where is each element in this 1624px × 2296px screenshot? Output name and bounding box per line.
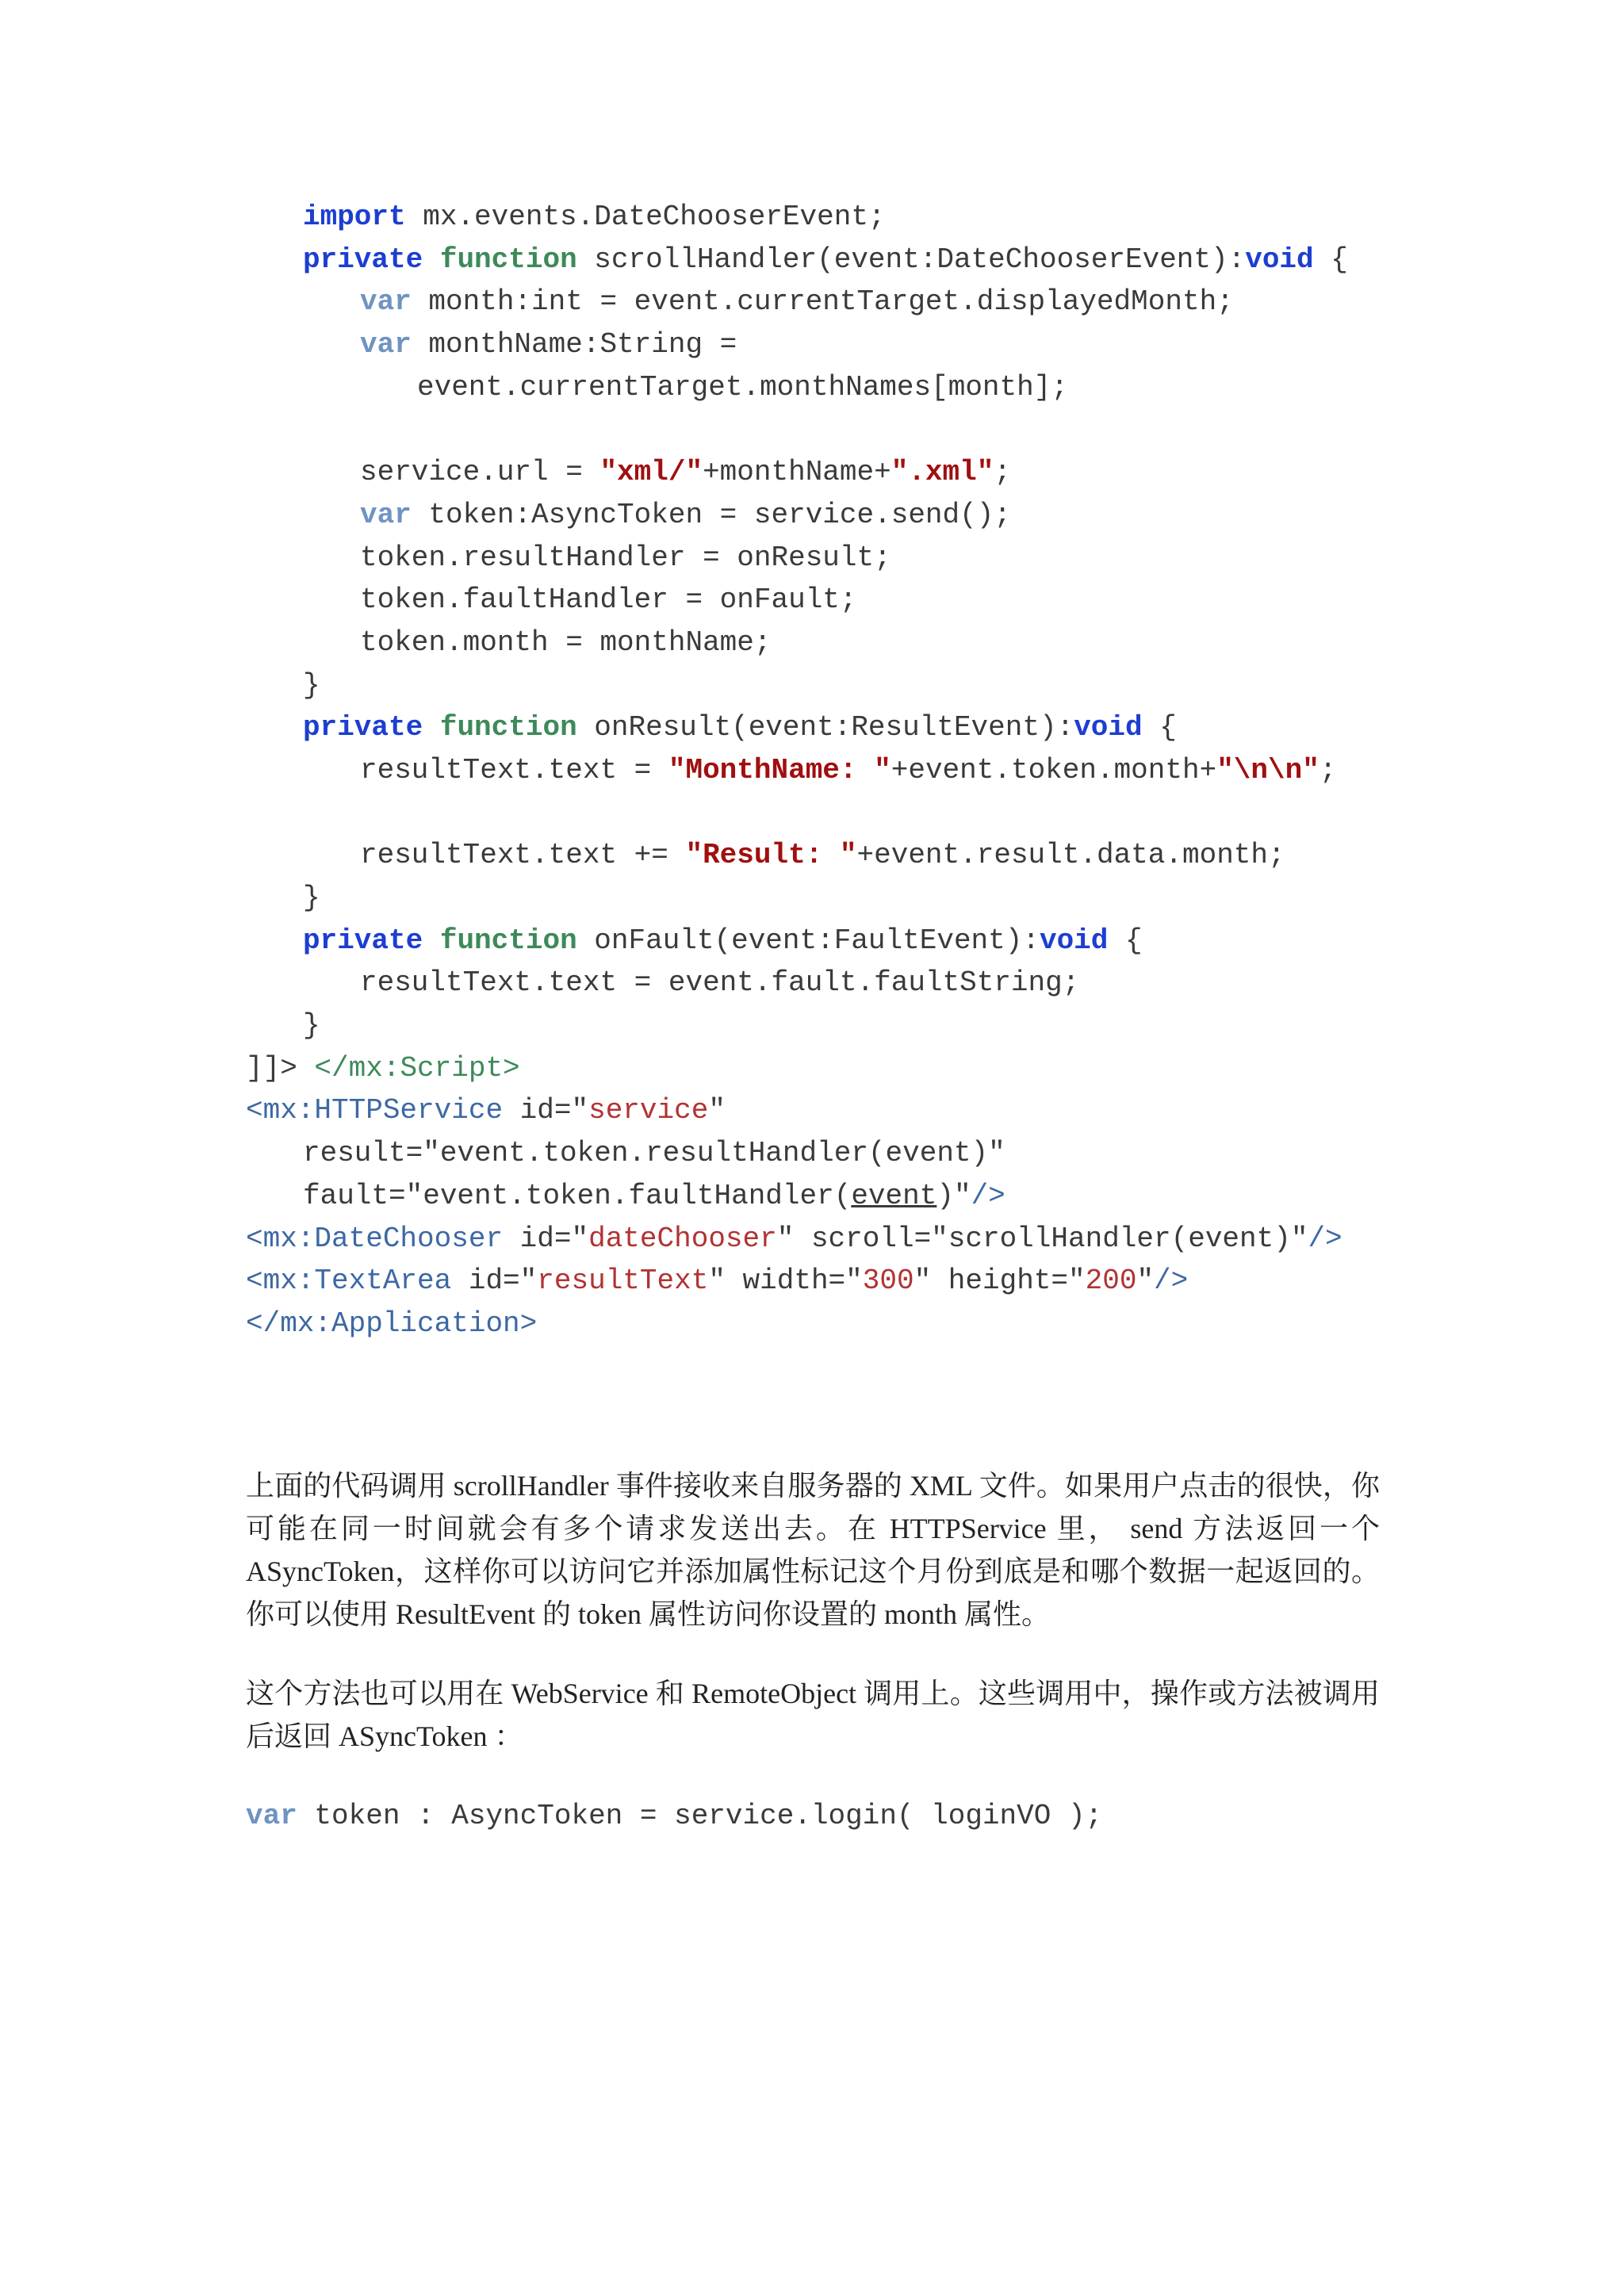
keyword: import — [303, 201, 406, 233]
code-text: " scroll="scrollHandler(event)" — [776, 1222, 1308, 1255]
attribute-value: dateChooser — [588, 1222, 777, 1255]
code-line — [246, 1260, 1348, 1303]
blank-line — [246, 408, 1348, 451]
code-line — [246, 1175, 1348, 1218]
code-line — [246, 706, 1348, 749]
keyword: void — [1039, 924, 1109, 957]
code-line — [246, 664, 1348, 707]
code-text: month:int = event.currentTarget.displayedMonth; — [411, 285, 1234, 319]
code-line — [246, 323, 1348, 366]
keyword: void — [1245, 243, 1314, 276]
code-text: token.month = monthName; — [360, 626, 772, 659]
code-line — [246, 1132, 1348, 1175]
code-text: ]]> — [246, 1051, 315, 1085]
code-line — [246, 834, 1348, 877]
code-text: } — [303, 668, 320, 702]
code-line — [246, 1004, 1348, 1047]
keyword: function — [439, 243, 577, 276]
attribute-value: resultText — [537, 1265, 709, 1298]
xml-tag: <mx:TextArea — [246, 1265, 452, 1298]
keyword: var — [360, 285, 412, 319]
underlined-text: event — [851, 1179, 937, 1212]
code-text: onFault(event:FaultEvent): — [576, 924, 1040, 957]
keyword: var — [246, 1800, 297, 1832]
code-line — [246, 494, 1348, 537]
code-text: service.url = — [360, 456, 600, 489]
code-snippet — [246, 1795, 1102, 1838]
code-text: mx.events.DateChooserEvent; — [405, 201, 886, 233]
keyword: var — [360, 328, 412, 362]
code-text: token:AsyncToken = service.send(); — [411, 498, 1011, 531]
keyword: var — [360, 498, 412, 531]
code-text: token : AsyncToken = service.login( loginVO ); — [297, 1800, 1103, 1832]
code-text: )" — [936, 1179, 971, 1212]
code-line — [246, 622, 1348, 664]
code-text: onResult(event:ResultEvent): — [576, 711, 1074, 744]
code-line — [246, 366, 1348, 409]
blank-line — [246, 792, 1348, 835]
keyword: private — [303, 243, 423, 276]
keyword: private — [303, 924, 423, 957]
code-text: { — [1108, 924, 1143, 957]
code-line — [246, 281, 1348, 323]
code-text: resultText.text = event.fault.faultString; — [360, 966, 1080, 1000]
code-text: } — [303, 882, 320, 914]
code-line — [246, 579, 1348, 622]
code-text: " height=" — [914, 1265, 1086, 1298]
code-text: monthName:String = — [411, 328, 737, 362]
code-text: ; — [994, 456, 1011, 489]
code-text: +event.result.data.month; — [856, 839, 1285, 872]
code-line — [246, 451, 1348, 494]
code-text: token.resultHandler = onResult; — [360, 541, 891, 574]
string-literal: "Result: " — [685, 839, 857, 872]
xml-tag: <mx:DateChooser — [246, 1222, 504, 1255]
code-line — [246, 196, 1348, 239]
code-line — [246, 749, 1348, 792]
string-literal: "xml/" — [599, 456, 703, 489]
string-literal: "MonthName: " — [668, 753, 891, 786]
code-block — [246, 196, 1348, 1345]
xml-tag: /> — [971, 1179, 1005, 1212]
code-text: { — [1142, 711, 1177, 744]
xml-tag: </mx:Script> — [314, 1051, 520, 1085]
code-text: +event.token.month+ — [891, 753, 1217, 786]
code-text: scrollHandler(event:DateChooserEvent): — [576, 243, 1246, 276]
string-literal: "\n\n" — [1216, 753, 1320, 786]
xml-tag: </mx:Application> — [246, 1307, 538, 1340]
code-text: " width=" — [708, 1265, 863, 1298]
string-literal: ".xml" — [891, 456, 994, 489]
attribute-value: service — [588, 1094, 709, 1127]
code-text: id=" — [503, 1222, 589, 1255]
code-text: " — [1136, 1265, 1155, 1298]
code-line — [246, 537, 1348, 580]
keyword: void — [1074, 711, 1143, 744]
code-text: fault="event.token.faultHandler( — [303, 1179, 852, 1212]
attribute-value: 300 — [862, 1265, 914, 1298]
code-text: id=" — [451, 1265, 538, 1298]
code-line — [246, 1218, 1348, 1261]
keyword: function — [439, 924, 577, 957]
code-line — [246, 1303, 1348, 1345]
body-paragraph: 上面的代码调用 scrollHandler 事件接收来自服务器的 XML 文件。如果用户点击的很快，你可能在同一时间就会有多个请求发送出去。在 HTTPService 里， send 方法返回一个 ASyncToken，这样你可以访问它并添加属性标记这个月份到底是和哪个数据一起返回的。你可以使用 ResultEvent 的 token 属性访问你设置的 month 属性。 — [246, 1470, 1380, 1630]
xml-tag: <mx:HTTPService — [246, 1094, 504, 1127]
code-text: id=" — [503, 1094, 589, 1127]
code-line — [246, 1089, 1348, 1132]
code-text: resultText.text += — [360, 839, 686, 872]
code-text: " — [708, 1094, 726, 1127]
code-line — [246, 920, 1348, 962]
code-text: event.currentTarget.monthNames[month]; — [417, 370, 1068, 404]
body-paragraph: 这个方法也可以用在 WebService 和 RemoteObject 调用上。这些调用中，操作或方法被调用后返回 ASyncToken ： — [246, 1678, 1380, 1752]
xml-tag: /> — [1308, 1222, 1342, 1255]
code-line — [246, 877, 1348, 920]
code-text: +monthName+ — [703, 456, 891, 489]
code-line — [246, 1047, 1348, 1090]
code-line — [246, 239, 1348, 281]
code-text: ; — [1319, 753, 1337, 786]
code-line — [246, 962, 1348, 1004]
xml-tag: /> — [1154, 1265, 1189, 1298]
attribute-value: 200 — [1085, 1265, 1137, 1298]
keyword: private — [303, 711, 423, 744]
code-text: resultText.text = — [360, 753, 668, 786]
code-text: token.faultHandler = onFault; — [360, 584, 857, 617]
code-text: } — [303, 1009, 320, 1043]
keyword: function — [439, 711, 577, 744]
code-text: { — [1313, 243, 1348, 276]
code-text: result="event.token.resultHandler(event)" — [303, 1137, 1005, 1170]
